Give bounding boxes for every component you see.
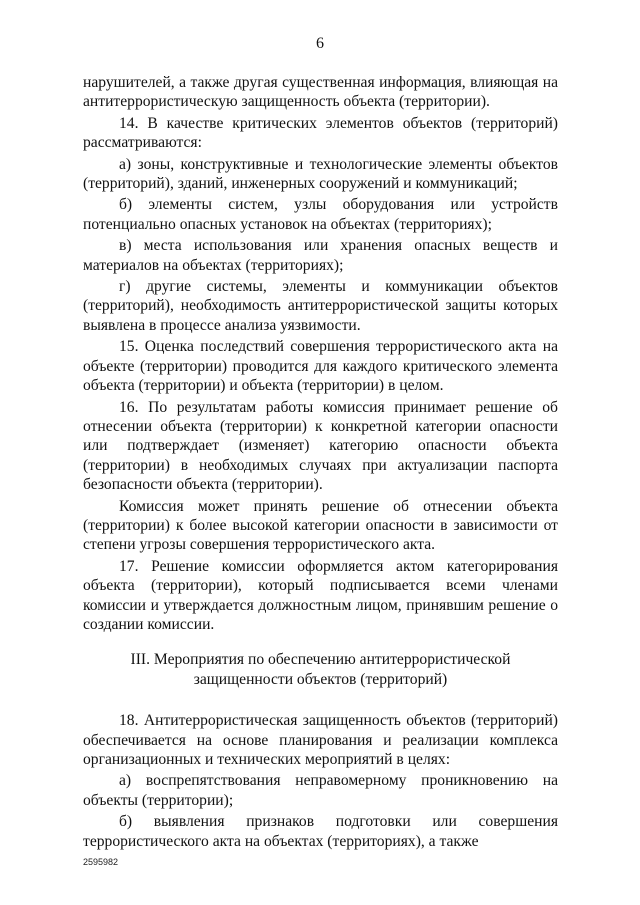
paragraph-item-18b: б) выявления признаков подготовки или совершения террористического акта на объектах (территориях), а также [83,813,558,850]
document-body [83,73,558,853]
paragraph-item-14b: б) элементы систем, узлы оборудования или устройств потенциально опасных установок на объектах (территориях); [83,196,558,233]
section-heading-line-2: защищенности объектов (территорий) [193,670,448,688]
section-heading-line-1: III. Мероприятия по обеспечению антитеррористической [130,651,511,669]
paragraph-item-15: 15. Оценка последствий совершения террористического акта на объекте (территории) проводится для каждого критического элемента объекта (территории) и объекта (территории) в целом. [83,338,558,395]
paragraph-item-14c: в) места использования или хранения опасных веществ и материалов на объектах (территориях); [83,237,558,274]
section-heading [83,650,558,689]
page-number: 6 [316,35,324,52]
paragraph-item-18a: а) воспрепятствования неправомерному проникновению на объекты (территории); [83,772,558,809]
paragraph-continuation: нарушителей, а также другая существенная информация, влияющая на антитеррористическую защищенность объекта (территории). [83,74,558,111]
document-code: 2595982 [83,857,119,867]
paragraph-item-16-commission: Комиссия может принять решение об отнесении объекта (территории) к более высокой категории опасности в зависимости от степени угрозы совершения террористического акта. [83,497,558,554]
paragraph-item-14d: г) другие системы, элементы и коммуникации объектов (территорий), необходимость антитеррористической защиты которых выявлена в процессе анализа уязвимости. [83,278,558,334]
paragraph-item-18: 18. Антитеррористическая защищенность объектов (территорий) обеспечивается на основе планирования и реализации комплекса организационных и технических мероприятий в целях: [83,712,558,768]
paragraph-item-14a: а) зоны, конструктивные и технологические элементы объектов (территорий), зданий, инженерных сооружений и коммуникаций; [83,155,558,193]
paragraph-item-14: 14. В качестве критических элементов объектов (территорий) рассматриваются: [83,114,558,152]
paragraph-item-16: 16. По результатам работы комиссия принимает решение об отнесении объекта (территории) к конкретной категории опасности или подтверждает (изменяет) категорию опасности объекта (территории) в необходимых случаях при актуализации паспорта безопасности объекта (территории). [83,398,558,494]
paragraph-item-17: 17. Решение комиссии оформляется актом категорирования объекта (территории), который подписывается всеми членами комиссии и утверждается должностным лицом, принявшим решение о создании комиссии. [83,557,558,633]
